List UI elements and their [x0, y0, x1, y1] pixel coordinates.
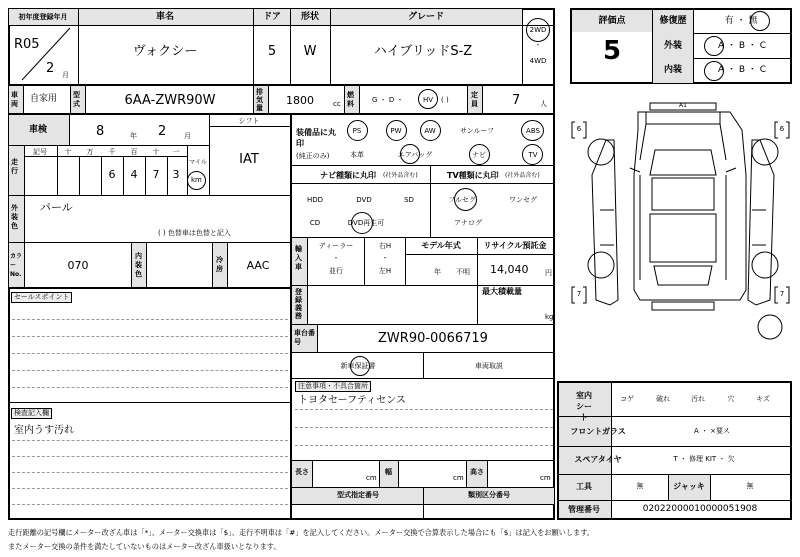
grade-label: グレード — [407, 12, 445, 22]
model-year-unknown: 不明 — [456, 268, 470, 276]
registration-label: 登録義務 — [295, 288, 302, 320]
equip-ps: PS — [352, 127, 362, 135]
interior-sheet-label: 室内シート — [576, 391, 592, 422]
jack-value: 無 — [746, 482, 754, 490]
inspection-label: 車検 — [28, 125, 48, 135]
notes-label: 注意事項・不具合箇所 — [295, 381, 371, 392]
import-parallel: 並行 — [329, 267, 343, 275]
inspection-month: 2 — [158, 124, 167, 139]
inspector-value: 室内うす汚れ — [14, 425, 74, 436]
tv-analog: アナログ — [454, 219, 482, 227]
shape-label: 形状 — [300, 12, 320, 22]
equip-aw: AW — [424, 127, 436, 135]
mileage-col-3: 千 — [108, 148, 116, 156]
car-name-value: ヴォクシー — [132, 44, 198, 59]
navi-dvd: DVD — [356, 196, 372, 204]
first-reg-label: 初年度登録年月 — [18, 13, 68, 21]
interior-color-label: 内装色 — [135, 252, 142, 278]
equip-navi: ナビ — [472, 151, 486, 159]
diagram-num-bl: 7 — [576, 290, 582, 298]
mile-label: マイル — [189, 159, 207, 166]
fuel-hv: HV — [423, 96, 434, 104]
drive-4wd: 4WD — [529, 57, 547, 65]
drive-2wd: 2WD — [529, 26, 547, 34]
mileage-digit-3: 7 — [152, 168, 160, 181]
inspector-label: 検査記入欄 — [11, 408, 52, 419]
tv-type-label: TV種類に丸印 — [447, 171, 499, 180]
exterior-grade-options: A ・ B ・ C — [717, 41, 767, 51]
manual: 車両取説 — [475, 362, 503, 370]
navi-cd: CD — [309, 219, 321, 227]
exterior-color-value: パール — [40, 201, 73, 214]
import-dealer: ディーラー — [318, 242, 354, 250]
color-no-value: 070 — [67, 259, 89, 272]
spare-tire-label: スペアタイヤ — [574, 455, 622, 464]
navi-type-label: ナビ種類に丸印 — [320, 171, 376, 180]
category-number-label: 類別区分番号 — [468, 491, 510, 499]
width-cm: cm — [453, 474, 464, 482]
footer-note-1: 走行距離の記号欄にメーター改ざん車は「*」、メーター交換車は「$」、走行不明車は「#」を記入してください。メーター交換で合算表示した場合にも「$」は記入をお願いします。 — [8, 528, 594, 537]
sheet-opt-burn: コゲ — [620, 395, 634, 403]
inspection-year-unit: 年 — [130, 132, 137, 140]
max-load-label: 最大積載量 — [482, 287, 522, 296]
navi-dvd-play: DVD再生可 — [347, 219, 385, 227]
diagram-num-tl: 6 — [576, 125, 582, 133]
diagram-a1: A1 — [679, 102, 687, 109]
sheet-opt-hole: 穴 — [727, 395, 735, 403]
sheet-opt-scratch: キズ — [756, 395, 770, 403]
mileage-col-5: 十 — [152, 148, 160, 156]
spare-tire-options: T ・ 修理 KIT ・ 欠 — [673, 455, 735, 463]
capacity-value: 7 — [512, 93, 521, 108]
chassis-label: 車台番号 — [294, 329, 315, 346]
equip-sunroof: サンルーフ — [459, 127, 495, 135]
car-name-label: 車名 — [155, 12, 175, 22]
shape-value: W — [303, 44, 317, 59]
navi-sd: SD — [404, 196, 414, 204]
max-load-kg: kg — [545, 313, 554, 321]
km-label: km — [191, 176, 202, 184]
footer-note-2: またメーター交換の条件を満たしていないものはメーター改ざん車扱いとなります。 — [8, 542, 281, 551]
interior-grade-options: A ・ B ・ C — [717, 65, 767, 75]
mileage-col-6: 一 — [172, 148, 180, 156]
mileage-digit-4: 3 — [172, 168, 180, 181]
doors-value: 5 — [267, 44, 277, 59]
tv-oneseg: ワンセグ — [509, 196, 537, 204]
model-label: 型式 — [73, 91, 80, 108]
color-no-label: カラーNo. — [10, 253, 23, 278]
first-reg-month: 2 — [46, 61, 55, 76]
fuel-options: G ・ D ・ — [372, 96, 404, 104]
model-year-unit: 年 — [434, 268, 441, 276]
repair-options: 有 ・ 無 — [724, 16, 758, 26]
door-label: ドア — [263, 12, 281, 22]
length-cm: cm — [366, 474, 377, 482]
capacity-label: 定員 — [471, 91, 478, 108]
recycle-label: リサイクル預託金 — [483, 241, 547, 250]
inspection-month-unit: 月 — [184, 132, 191, 140]
mileage-digit-1: 6 — [108, 168, 116, 181]
score-label: 評価点 — [598, 16, 626, 26]
management-label: 管理番号 — [568, 505, 600, 514]
navi-hdd: HDD — [306, 196, 324, 204]
equip-abs: ABS — [526, 127, 540, 135]
windshield-label: フロントガラス — [570, 427, 626, 436]
cooler-label: 冷房 — [216, 256, 223, 273]
mileage-col-4: 百 — [130, 148, 138, 156]
capacity-unit: 人 — [540, 100, 547, 108]
diagram-num-tr: 6 — [779, 125, 785, 133]
tv-type-small: (社外品含む) — [505, 172, 540, 179]
shift-value: IAT — [239, 152, 259, 167]
repair-label: 修復歴 — [659, 16, 687, 26]
vehicle-body-label: 車両 — [11, 91, 18, 108]
management-value: 02022000010000051908 — [642, 504, 758, 514]
width-label: 幅 — [385, 468, 392, 476]
exterior-color-label: 外装色 — [11, 204, 18, 230]
recycle-yen: 円 — [545, 269, 552, 277]
sheet-opt-stain: 汚れ — [691, 395, 705, 403]
tools-label: 工具 — [576, 482, 592, 491]
inspection-year: 8 — [96, 124, 105, 139]
length-label: 長さ — [295, 468, 309, 476]
mileage-label: 走行 — [11, 158, 18, 175]
first-reg-era: R05 — [14, 37, 40, 52]
tv-fullseg: フルセグ — [448, 196, 476, 204]
import-dealer-sep: ・ — [332, 254, 340, 262]
tools-value: 無 — [636, 482, 644, 490]
equip-pw: PW — [390, 127, 402, 135]
height-label: 高さ — [470, 468, 484, 476]
recycle-value: 14,040 — [490, 263, 529, 276]
model-value: 6AA-ZWR90W — [124, 93, 216, 108]
mileage-col-symbol: 記号 — [33, 148, 47, 156]
mileage-col-1: 十 — [64, 148, 72, 156]
shift-label: シフト — [238, 117, 260, 125]
navi-type-small: (社外品含む) — [383, 172, 418, 179]
interior-grade-label: 内装 — [663, 65, 683, 75]
equip-airbag: エアバッグ — [397, 151, 433, 159]
import-label: 輸入車 — [295, 245, 302, 271]
import-right-h: 右H — [378, 242, 392, 250]
exterior-color-note: ( ) 色替車は色替と記入 — [158, 229, 231, 237]
fuel-paren: ( ) — [441, 96, 449, 104]
fuel-label: 燃料 — [347, 91, 354, 108]
equipment-label: 装備品に丸印 — [296, 128, 336, 148]
score-value: 5 — [602, 36, 622, 66]
grade-value: ハイブリッドS-Z — [373, 44, 473, 59]
vehicle-use: 自家用 — [30, 94, 58, 104]
displacement-value: 1800 — [286, 94, 314, 107]
notes-value: トヨタセーフティセンス — [298, 395, 406, 406]
windshield-options: A ・ ×要ス — [693, 427, 731, 435]
import-left-h: 左H — [378, 267, 392, 275]
height-cm: cm — [540, 474, 551, 482]
drive-sep: ・ — [534, 41, 542, 49]
import-hand-sep: ・ — [381, 254, 389, 262]
equipment-sublabel: (純正のみ) — [296, 152, 330, 160]
cooler-value: AAC — [246, 259, 270, 272]
chassis-value: ZWR90-0066719 — [378, 331, 488, 346]
mileage-col-2: 万 — [86, 148, 94, 156]
new-car-warranty: 新車保証書 — [340, 362, 376, 370]
displacement-label: 排気量 — [256, 88, 263, 112]
mileage-digit-2: 4 — [130, 168, 138, 181]
equip-leather: 本革 — [350, 151, 364, 159]
exterior-grade-label: 外装 — [663, 41, 683, 51]
equip-tv: TV — [528, 151, 538, 159]
diagram-num-br: 7 — [779, 290, 785, 298]
sales-point-label: セールスポイント — [11, 292, 72, 303]
type-designation-label: 型式指定番号 — [337, 491, 379, 499]
sheet-opt-tear: 破れ — [656, 395, 670, 403]
cc-unit: cc — [333, 100, 341, 108]
jack-label: ジャッキ — [673, 482, 705, 491]
model-year-label: モデル年式 — [421, 241, 461, 250]
first-reg-month-unit: 月 — [62, 71, 69, 79]
